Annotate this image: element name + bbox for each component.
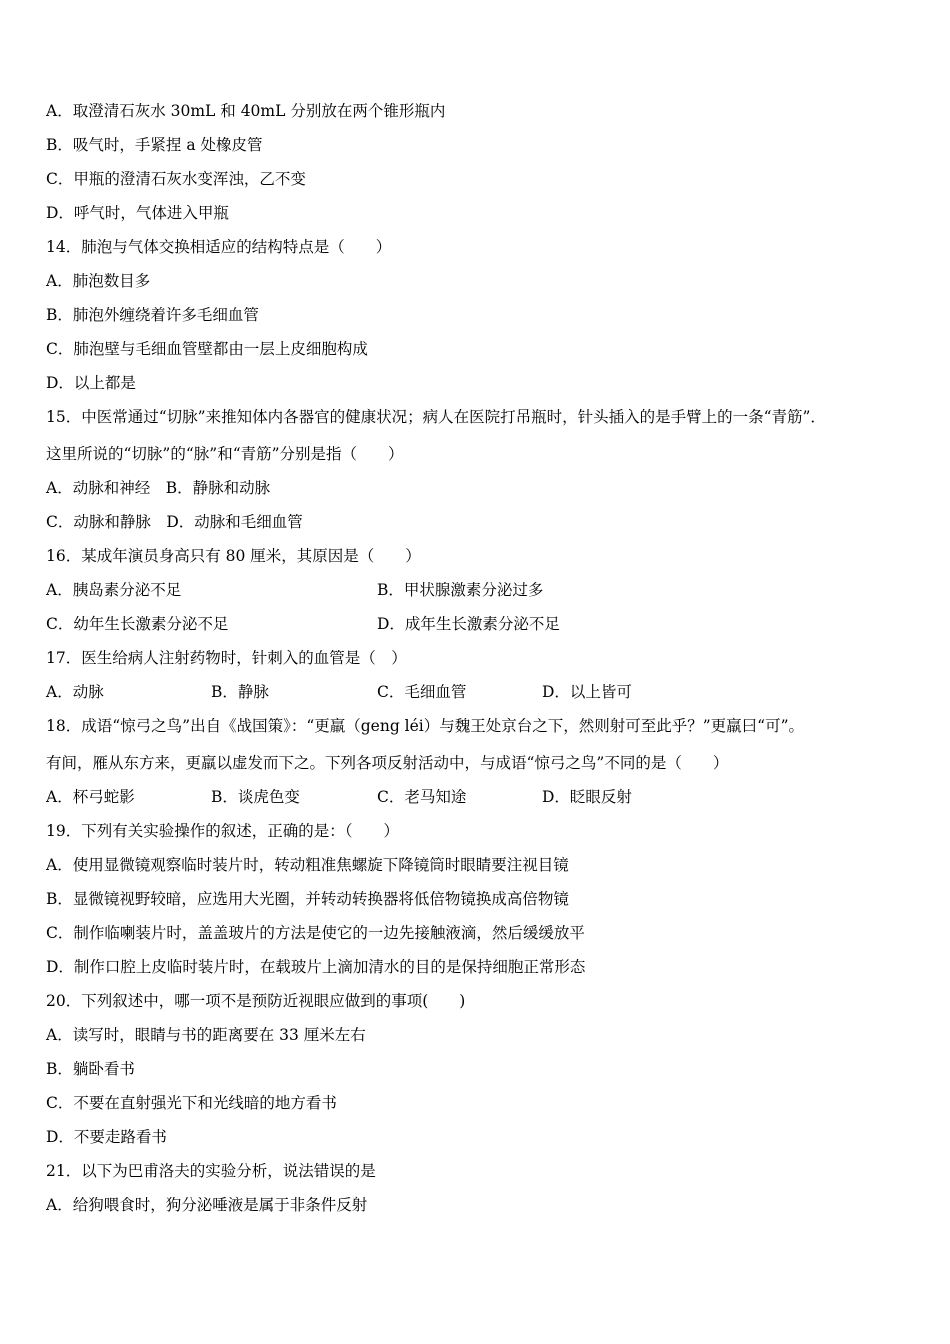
q16-options-row1: [46, 580, 906, 600]
q16-option-c: C．幼年生长激素分泌不足: [46, 615, 229, 633]
q19-option-d: D．制作口腔上皮临时装片时，在载玻片上滴加清水的目的是保持细胞正常形态: [46, 958, 586, 976]
q20-option-b: B．躺卧看书: [46, 1060, 135, 1078]
q20-stem: 20．下列叙述中，哪一项不是预防近视眼应做到的事项( ): [46, 992, 466, 1010]
q17-options-row: [46, 682, 906, 702]
q18-option-c: C．老马知途: [377, 788, 467, 806]
q19-stem: 19．下列有关实验操作的叙述，正确的是：（ ）: [46, 822, 399, 840]
q20-option-c: C．不要在直射强光下和光线暗的地方看书: [46, 1094, 337, 1112]
q19-option-c: C．制作临喇装片时，盖盖玻片的方法是使它的一边先接触液滴，然后缓缓放平: [46, 924, 585, 942]
q19-option-a: A．使用显微镜观察临时装片时，转动粗准焦螺旋下降镜筒时眼睛要注视目镜: [46, 856, 569, 874]
q17-option-d: D．以上皆可: [542, 683, 632, 701]
q21-stem: 21．以下为巴甫洛夫的实验分析，说法错误的是: [46, 1162, 376, 1180]
q16-option-a: A．胰岛素分泌不足: [46, 581, 182, 599]
q15-options-cd: C．动脉和静脉 D．动脉和毛细血管: [46, 513, 303, 531]
q15-stem-line2: 这里所说的“切脉”的“脉”和“青筋”分别是指（ ）: [46, 445, 404, 463]
q17-option-b: B．静脉: [211, 683, 269, 701]
q14-option-d: D．以上都是: [46, 374, 136, 392]
q14-option-a: A．肺泡数目多: [46, 272, 151, 290]
q18-option-a: A．杯弓蛇影: [46, 788, 135, 806]
q21-option-a: A．给狗喂食时，狗分泌唾液是属于非条件反射: [46, 1196, 368, 1214]
q15-stem-line1: 15．中医常通过“切脉”来推知体内各器官的健康状况；病人在医院打吊瓶时，针头插入的是手臂上的一条“青筋”．: [46, 408, 826, 426]
q14-stem: 14．肺泡与气体交换相适应的结构特点是（ ）: [46, 238, 392, 256]
q17-stem: 17．医生给病人注射药物时，针刺入的血管是（ ）: [46, 649, 407, 667]
q14-option-c: C．肺泡壁与毛细血管壁都由一层上皮细胞构成: [46, 340, 368, 358]
q13-option-c: C．甲瓶的澄清石灰水变浑浊，乙不变: [46, 170, 306, 188]
q18-option-b: B．谈虎色变: [211, 788, 300, 806]
q16-option-b: B．甲状腺激素分泌过多: [377, 581, 544, 599]
q15-options-ab: A．动脉和神经 B．静脉和动脉: [46, 479, 271, 497]
q13-option-a: A．取澄清石灰水 30mL 和 40mL 分别放在两个锥形瓶内: [46, 102, 446, 120]
q16-option-d: D．成年生长激素分泌不足: [377, 615, 560, 633]
q13-option-d: D．呼气时，气体进入甲瓶: [46, 204, 229, 222]
q13-option-b: B．吸气时，手紧捏 a 处橡皮管: [46, 136, 263, 154]
q18-stem-line1: 18．成语“惊弓之鸟”出自《战国策》：“更羸（geng léi）与魏王处京台之下，然则射可至此乎？”更羸曰“可”。: [46, 717, 805, 735]
q20-option-a: A．读写时，眼睛与书的距离要在 33 厘米左右: [46, 1026, 366, 1044]
q18-option-d: D．眨眼反射: [542, 788, 632, 806]
q20-option-d: D．不要走路看书: [46, 1128, 167, 1146]
q14-option-b: B．肺泡外缠绕着许多毛细血管: [46, 306, 259, 324]
q17-option-a: A．动脉: [46, 683, 104, 701]
q16-stem: 16．某成年演员身高只有 80 厘米，其原因是（ ）: [46, 547, 421, 565]
q18-stem-line2: 有间，雁从东方来，更羸以虚发而下之。下列各项反射活动中，与成语“惊弓之鸟”不同的是（ ）: [46, 754, 729, 772]
q19-option-b: B．显微镜视野较暗，应选用大光圈，并转动转换器将低倍物镜换成高倍物镜: [46, 890, 569, 908]
q18-options-row: [46, 787, 906, 807]
q16-options-row2: [46, 614, 906, 634]
q17-option-c: C．毛细血管: [377, 683, 467, 701]
